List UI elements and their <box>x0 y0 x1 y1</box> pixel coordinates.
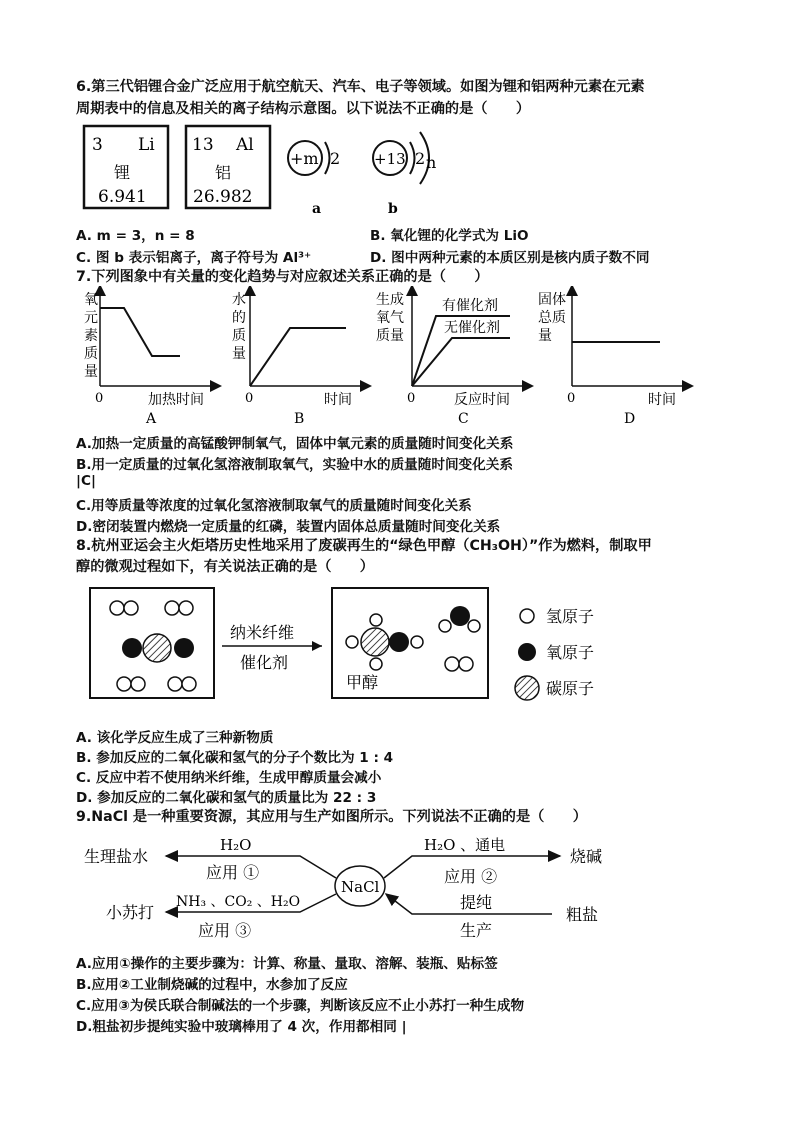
q6-option-a: A. m = 3，n = 8 <box>76 228 195 244</box>
reaction-arrow <box>222 623 322 672</box>
app2-label: 应用 ② <box>444 867 498 886</box>
ion-b-shell1: 2 <box>415 149 426 168</box>
hydrogen-legend-icon <box>520 609 534 623</box>
q7-option-c: C.用等质量等浓度的过氧化氢溶液制取氧气的质量随时间变化关系 <box>76 498 472 514</box>
graph-d-xlabel: 时间 <box>648 392 676 408</box>
graph-a-origin: 0 <box>95 391 104 406</box>
q8-option-c: C. 反应中若不使用纳米纤维，生成甲醇质量会减小 <box>76 770 382 786</box>
q9-option-c: C.应用③为侯氏联合制碱法的一个步骤，判断该反应不止小苏打一种生成物 <box>76 998 525 1014</box>
graph-a <box>84 290 216 427</box>
graph-c-origin: 0 <box>407 391 416 406</box>
q8-stem-line1: 8.杭州亚运会主火炬塔历史性地采用了废碳再生的“绿色甲醇（CH₃OH）”作为燃料，制取甲 <box>76 538 652 554</box>
app3-reagents: NH₃ 、CO₂ 、H₂O <box>176 894 301 910</box>
li-number: 3 <box>92 135 103 155</box>
q6-figure <box>0 118 794 218</box>
nacl-label: NaCl <box>341 878 380 896</box>
graph-d-ylabel-1: 固体 <box>538 292 566 308</box>
q9-option-b: B.应用②工业制烧碱的过程中，水参加了反应 <box>76 977 348 993</box>
ion-structure-b <box>373 132 436 217</box>
graph-b-ylabel-3: 质 <box>232 328 246 344</box>
graph-c-series-nocatalyst: 无催化剂 <box>444 320 500 336</box>
q6-option-b: B. 氧化锂的化学式为 LiO <box>370 228 529 244</box>
al-name: 铝 <box>215 163 232 182</box>
q8-option-a: A. 该化学反应生成了三种新物质 <box>76 730 274 746</box>
al-number: 13 <box>192 135 214 155</box>
graph-b-curve <box>250 328 346 386</box>
legend-oxygen: 氧原子 <box>546 643 595 662</box>
graph-d-ylabel-3: 量 <box>538 328 552 344</box>
q7-option-a: A.加热一定质量的高锰酸钾制氧气，固体中氧元素的质量随时间变化关系 <box>76 436 514 452</box>
graph-b <box>232 290 366 427</box>
arrow-catalyst-bottom: 催化剂 <box>240 653 289 672</box>
graph-d-origin: 0 <box>567 391 576 406</box>
aluminum-element-card <box>186 126 270 208</box>
q6-stem-line2: 周期表中的信息及相关的离子结构示意图。以下说法不正确的是（ ） <box>76 101 531 117</box>
al-mass: 26.982 <box>193 187 253 207</box>
methanol-label: 甲醇 <box>346 673 379 692</box>
ion-b-shell2: n <box>426 153 437 172</box>
graph-b-ylabel-4: 量 <box>232 346 246 362</box>
crude-salt-label: 粗盐 <box>566 905 599 924</box>
produce-label: 生产 <box>460 921 493 940</box>
q9-nacl-diagram <box>0 828 794 948</box>
caustic-soda-label: 烧碱 <box>570 847 603 866</box>
graph-c-letter: C <box>458 411 469 427</box>
q6-option-c: C. 图 b 表示铝离子，离子符号为 Al³⁺ <box>76 250 312 266</box>
graph-c <box>376 290 528 427</box>
app2-reagents: H₂O 、通电 <box>424 836 506 854</box>
carbon-legend-icon <box>515 676 539 700</box>
graph-b-origin: 0 <box>245 391 254 406</box>
q9-option-d: D.粗盐初步提纯实验中玻璃棒用了 4 次，作用都相同 | <box>76 1019 407 1035</box>
q8-option-b: B. 参加反应的二氧化碳和氢气的分子个数比为 1 : 4 <box>76 750 394 766</box>
oxygen-legend-icon <box>518 643 536 661</box>
q9-option-a: A.应用①操作的主要步骤为：计算、称量、量取、溶解、装瓶、贴标签 <box>76 956 498 972</box>
q9-stem: 9.NaCl 是一种重要资源，其应用与生产如图所示。下列说法不正确的是（ ） <box>76 809 587 825</box>
graph-c-xlabel: 反应时间 <box>454 392 510 408</box>
graph-d-ylabel-2: 总质 <box>538 310 566 326</box>
atom-legend <box>515 607 594 700</box>
app3-label: 应用 ③ <box>198 921 252 940</box>
q8-stem-line2: 醇的微观过程如下，有关说法正确的是（ ） <box>76 559 374 575</box>
q7-option-d: D.密闭装置内燃烧一定质量的红磷，装置内固体总质量随时间变化关系 <box>76 519 501 535</box>
q6-option-d: D. 图中两种元素的本质区别是核内质子数不同 <box>370 250 650 266</box>
app1-label: 应用 ① <box>206 863 260 882</box>
graph-b-ylabel-1: 水 <box>232 292 246 308</box>
graph-a-ylabel-3: 素 <box>84 328 98 344</box>
graph-b-xlabel: 时间 <box>324 392 352 408</box>
graph-b-letter: B <box>294 411 305 427</box>
li-symbol: Li <box>138 135 155 155</box>
ion-b-label: b <box>388 201 398 217</box>
graph-a-ylabel-4: 质 <box>84 346 98 362</box>
app1-reagent: H₂O <box>220 836 252 854</box>
al-symbol: Al <box>236 135 254 155</box>
legend-carbon: 碳原子 <box>546 679 595 698</box>
graph-a-ylabel-5: 量 <box>84 364 98 380</box>
purify-label: 提纯 <box>460 893 493 912</box>
graph-d-letter: D <box>624 411 636 427</box>
ion-b-nucleus: +13 <box>374 150 406 168</box>
arrow-catalyst-top: 纳米纤维 <box>230 623 295 642</box>
graph-c-ylabel-1: 生成 <box>376 292 404 308</box>
q8-option-d: D. 参加反应的二氧化碳和氢气的质量比为 22 : 3 <box>76 790 377 806</box>
legend-hydrogen: 氢原子 <box>546 607 595 626</box>
q7-option-b: B.用一定质量的过氧化氢溶液制取氧气，实验中水的质量随时间变化关系 <box>76 457 513 473</box>
graph-a-letter: A <box>146 411 157 427</box>
graph-a-curve <box>100 308 180 356</box>
graph-c-ylabel-2: 氧气 <box>376 310 404 326</box>
li-name: 锂 <box>114 163 131 182</box>
ion-structure-a <box>288 141 340 217</box>
ion-a-shell1: 2 <box>330 149 341 168</box>
q6-stem-line1: 6.第三代铝锂合金广泛应用于航空航天、汽车、电子等领域。如图为锂和铝两种元素在元素 <box>76 79 645 95</box>
graph-d <box>538 290 688 427</box>
q7-stem: 7.下列图象中有关量的变化趋势与对应叙述关系正确的是（ ） <box>76 269 489 285</box>
graph-c-series-catalyst: 有催化剂 <box>442 298 498 314</box>
baking-soda-label: 小苏打 <box>106 903 155 922</box>
graph-a-xlabel: 加热时间 <box>148 392 204 408</box>
q7-graphs <box>0 286 794 432</box>
li-mass: 6.941 <box>98 187 147 207</box>
saline-label: 生理盐水 <box>84 847 149 866</box>
graph-a-ylabel-1: 氧 <box>84 292 98 308</box>
ion-a-nucleus: +m <box>290 149 319 168</box>
q7-answer-mark: |C| <box>76 473 96 489</box>
q8-reaction-diagram <box>0 580 794 720</box>
graph-a-ylabel-2: 元 <box>84 310 98 326</box>
lithium-element-card <box>84 126 168 208</box>
graph-b-ylabel-2: 的 <box>232 310 246 326</box>
graph-c-ylabel-3: 质量 <box>376 328 404 344</box>
ion-a-label: a <box>312 201 322 217</box>
